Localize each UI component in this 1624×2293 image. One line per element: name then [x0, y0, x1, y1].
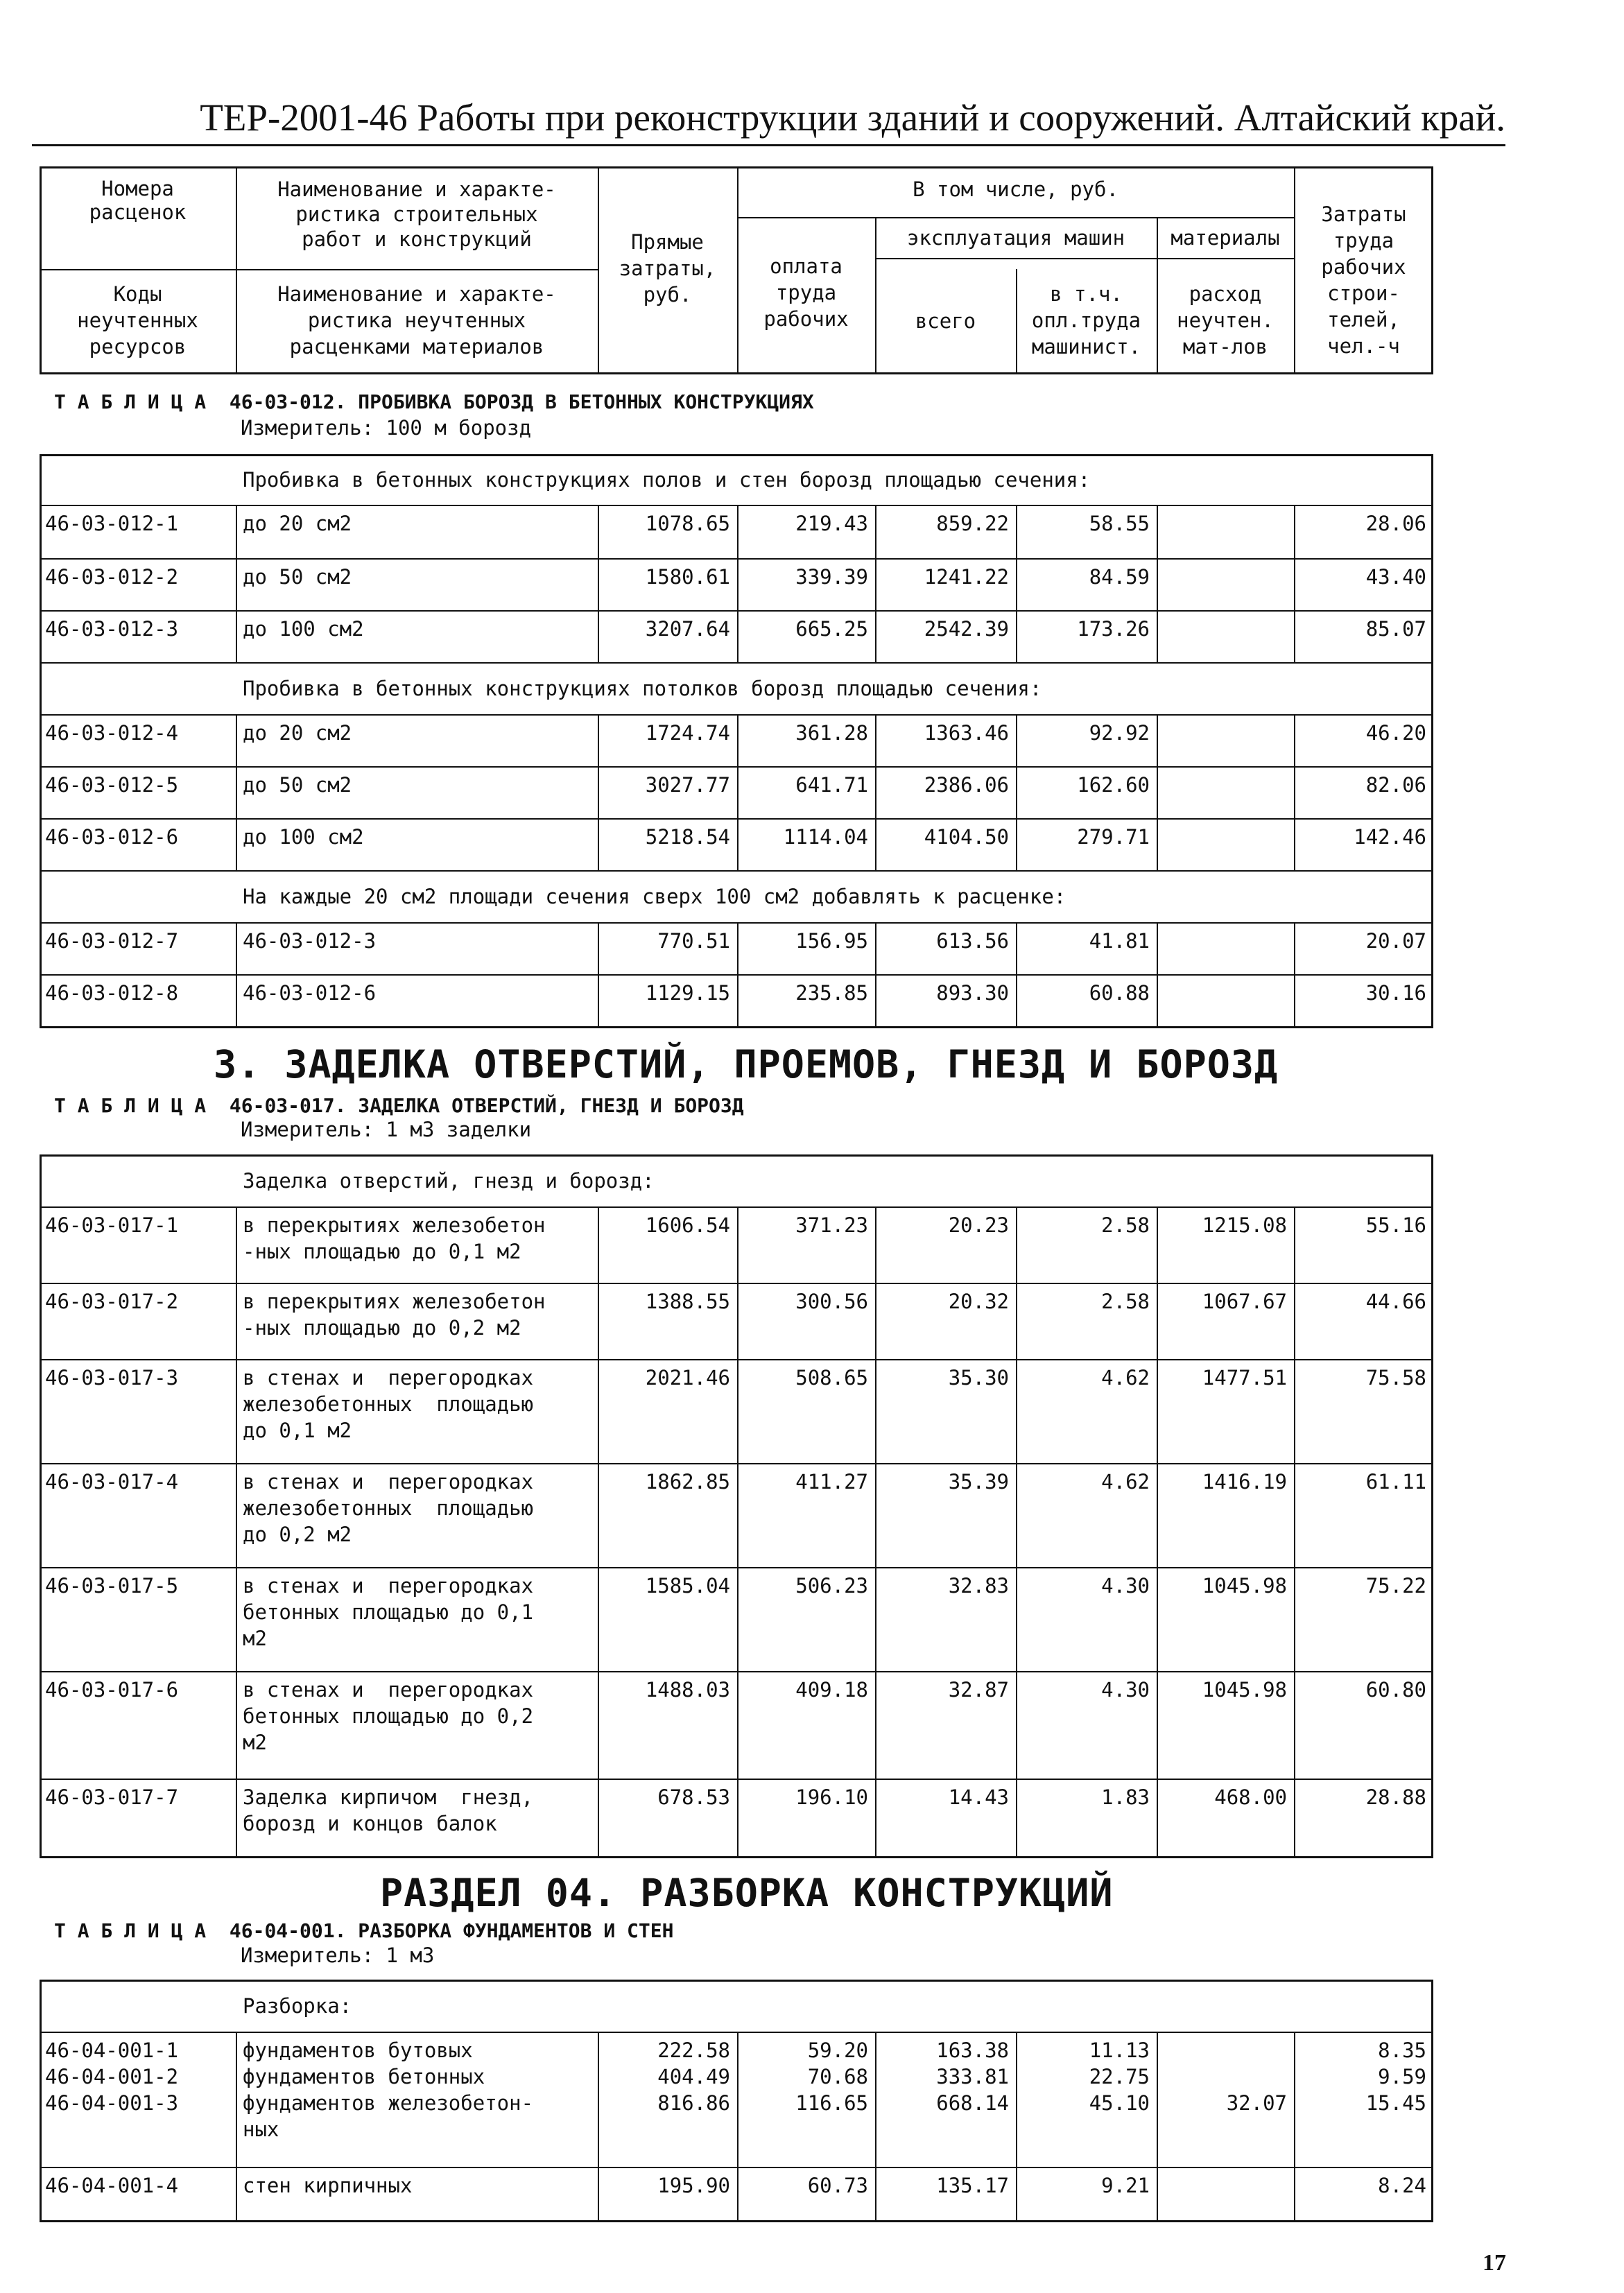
material-cost: 468.00: [1214, 1785, 1287, 1809]
header-machine-total: всего: [915, 309, 976, 333]
labor-pay: 60.73: [807, 2174, 868, 2197]
table2-code-title: 46-03-017. ЗАДЕЛКА ОТВЕРСТИЙ, ГНЕЗД И БОРОЗД: [229, 1094, 744, 1117]
column-divider: [236, 766, 237, 818]
machine-cost: 32.83: [948, 1574, 1009, 1598]
work-description: в перекрытиях железобетон -ных площадью до 0,2 м2: [243, 1290, 546, 1340]
machine-cost: 20.32: [948, 1290, 1009, 1313]
work-description: в стенах и перегородках железобетонных площадью до 0,1 м2: [243, 1366, 534, 1442]
row-divider: [40, 662, 1433, 664]
rate-code: 46-03-017-3: [45, 1366, 179, 1390]
header-material-name: Наименование и характе- ристика неучтенных расценками материалов: [277, 282, 556, 358]
work-description: 46-03-012-3: [243, 929, 377, 953]
labor-hours: 142.46: [1354, 825, 1426, 849]
table-label: Т А Б Л И Ц А: [54, 390, 207, 413]
direct-cost: 1129.15: [645, 981, 730, 1005]
column-divider: [236, 505, 237, 558]
labor-hours: 44.66: [1365, 1290, 1426, 1313]
labor-pay: 409.18: [795, 1678, 868, 1702]
direct-cost: 678.53: [657, 1785, 730, 1809]
machinist-pay: 4.30: [1101, 1574, 1150, 1598]
column-divider: [236, 2167, 237, 2222]
work-description: фундаментов бутовых фундаментов бетонных фундаментов железобетон- ных: [243, 2039, 534, 2141]
row-divider: [40, 1283, 1433, 1284]
column-divider: [236, 2032, 237, 2167]
material-cost: 1045.98: [1202, 1678, 1287, 1702]
machine-cost: 1363.46: [924, 721, 1009, 745]
labor-hours: 61.11: [1365, 1470, 1426, 1494]
labor-hours: 55.16: [1365, 1213, 1426, 1237]
row-divider: [737, 217, 1294, 218]
group-caption: Заделка отверстий, гнезд и борозд:: [243, 1168, 655, 1193]
machine-cost: 163.38 333.81 668.14: [936, 2039, 1009, 2115]
material-cost: 1045.98: [1202, 1574, 1287, 1598]
row-divider: [40, 2032, 1433, 2033]
machine-cost: 893.30: [936, 981, 1009, 1005]
labor-pay: 59.20 70.68 116.65: [795, 2039, 868, 2115]
row-divider: [40, 558, 1433, 560]
work-description: до 20 см2: [243, 512, 352, 535]
group-caption: Пробивка в бетонных конструкциях потолков борозд площадью сечения:: [243, 676, 1042, 700]
work-description: до 20 см2: [243, 721, 352, 745]
machinist-pay: 2.58: [1101, 1213, 1150, 1237]
table1-title: [54, 390, 814, 414]
rate-code: 46-03-012-6: [45, 825, 179, 849]
column-divider: [1157, 714, 1158, 766]
column-divider: [1157, 922, 1158, 974]
labor-hours: 28.88: [1365, 1785, 1426, 1809]
labor-pay: 665.25: [795, 617, 868, 641]
labor-pay: 506.23: [795, 1574, 868, 1598]
machine-cost: 613.56: [936, 929, 1009, 953]
labor-hours: 43.40: [1365, 565, 1426, 589]
machine-cost: 1241.22: [924, 565, 1009, 589]
column-divider: [1157, 558, 1158, 610]
material-cost: 1477.51: [1202, 1366, 1287, 1390]
column-divider: [236, 922, 237, 974]
work-description: в стенах и перегородках железобетонных площадью до 0,2 м2: [243, 1470, 534, 1546]
direct-cost: 2021.46: [645, 1366, 730, 1390]
machinist-pay: 4.30: [1101, 1678, 1150, 1702]
column-divider: [1157, 2167, 1158, 2222]
labor-pay: 1114.04: [783, 825, 868, 849]
machine-cost: 35.30: [948, 1366, 1009, 1390]
labor-pay: 219.43: [795, 512, 868, 535]
document-title: ТЕР-2001-46 Работы при реконструкции зданий и сооружений. Алтайский край.: [200, 96, 1505, 139]
rate-code: 46-03-017-4: [45, 1470, 179, 1494]
section-3-heading: 3. ЗАДЕЛКА ОТВЕРСТИЙ, ПРОЕМОВ, ГНЕЗД И БОРОЗД: [214, 1042, 1279, 1087]
column-divider: [236, 1671, 237, 1779]
section-4-heading: РАЗДЕЛ 04. РАЗБОРКА КОНСТРУКЦИЙ: [380, 1871, 1114, 1915]
labor-hours: 28.06: [1365, 512, 1426, 535]
direct-cost: 1724.74: [645, 721, 730, 745]
work-description: Заделка кирпичом гнезд, борозд и концов балок: [243, 1785, 534, 1835]
labor-hours: 60.80: [1365, 1678, 1426, 1702]
labor-hours: 20.07: [1365, 929, 1426, 953]
machine-cost: 2542.39: [924, 617, 1009, 641]
row-divider: [40, 1779, 1433, 1780]
direct-cost: 3027.77: [645, 773, 730, 797]
row-divider: [40, 1359, 1433, 1360]
group-caption: Разборка:: [243, 1993, 352, 2018]
labor-pay: 361.28: [795, 721, 868, 745]
column-divider: [236, 610, 237, 662]
header-work-name: Наименование и характе- ристика строительных работ и конструкций: [277, 178, 556, 251]
machine-cost: 20.23: [948, 1213, 1009, 1237]
labor-hours: 75.58: [1365, 1366, 1426, 1390]
machine-cost: 859.22: [936, 512, 1009, 535]
column-divider: [236, 818, 237, 870]
labor-hours: 85.07: [1365, 617, 1426, 641]
header-machinist-pay: в т.ч. опл.труда машинист.: [1031, 282, 1141, 358]
header-material-use: расход неучтен. мат-лов: [1177, 282, 1274, 358]
column-divider: [1157, 766, 1158, 818]
table-label: Т А Б Л И Ц А: [54, 1094, 207, 1117]
work-description: до 50 см2: [243, 565, 352, 589]
work-description: до 100 см2: [243, 825, 364, 849]
header-materials: материалы: [1171, 226, 1280, 250]
machinist-pay: 1.83: [1101, 1785, 1150, 1809]
rate-code: 46-03-017-1: [45, 1213, 179, 1237]
direct-cost: 1606.54: [645, 1213, 730, 1237]
machinist-pay: 92.92: [1089, 721, 1150, 745]
table1-measure: Измеритель: 100 м борозд: [241, 416, 532, 440]
column-divider: [236, 974, 237, 1028]
row-divider: [40, 714, 1433, 716]
machinist-pay: 4.62: [1101, 1366, 1150, 1390]
work-description: до 100 см2: [243, 617, 364, 641]
machine-cost: 135.17: [936, 2174, 1009, 2197]
column-divider: [236, 1779, 237, 1858]
table3-measure: Измеритель: 1 м3: [241, 1944, 435, 1967]
row-divider: [40, 818, 1433, 820]
column-divider: [1157, 818, 1158, 870]
column-divider: [236, 1283, 237, 1359]
column-divider: [236, 1567, 237, 1671]
header-machine-operation: эксплуатация машин: [906, 226, 1125, 250]
column-divider: [236, 1206, 237, 1283]
column-divider: [236, 714, 237, 766]
machinist-pay: 173.26: [1077, 617, 1150, 641]
labor-pay: 300.56: [795, 1290, 868, 1313]
machine-cost: 14.43: [948, 1785, 1009, 1809]
machine-cost: 32.87: [948, 1678, 1009, 1702]
column-divider: [236, 1463, 237, 1567]
work-description: 46-03-012-6: [243, 981, 377, 1005]
material-cost: 1067.67: [1202, 1290, 1287, 1313]
material-cost: 1215.08: [1202, 1213, 1287, 1237]
labor-pay: 371.23: [795, 1213, 868, 1237]
header-labor-pay: оплата труда рабочих: [763, 254, 849, 331]
machinist-pay: 60.88: [1089, 981, 1150, 1005]
labor-hours: 82.06: [1365, 773, 1426, 797]
table3-code-title: 46-04-001. РАЗБОРКА ФУНДАМЕНТОВ И СТЕН: [229, 1919, 674, 1942]
header-rate-numbers: Номера расценок: [89, 177, 187, 224]
direct-cost: 1078.65: [645, 512, 730, 535]
machine-cost: 2386.06: [924, 773, 1009, 797]
direct-cost: 770.51: [657, 929, 730, 953]
header-including: В том числе, руб.: [913, 178, 1118, 201]
header-labor-hours: Затраты труда рабочих строи- телей, чел.-ч: [1321, 202, 1406, 358]
column-divider: [236, 558, 237, 610]
machinist-pay: 11.13 22.75 45.10: [1089, 2039, 1150, 2115]
rate-code: 46-03-017-5: [45, 1574, 179, 1598]
labor-pay: 411.27: [795, 1470, 868, 1494]
machine-cost: 35.39: [948, 1470, 1009, 1494]
row-divider: [40, 1463, 1433, 1464]
rate-code: 46-03-012-1: [45, 512, 179, 535]
direct-cost: 3207.64: [645, 617, 730, 641]
rate-code: 46-03-017-7: [45, 1785, 179, 1809]
row-divider: [40, 1206, 1433, 1208]
work-description: стен кирпичных: [243, 2174, 413, 2197]
labor-pay: 196.10: [795, 1785, 868, 1809]
row-divider: [40, 922, 1433, 924]
work-description: в перекрытиях железобетон -ных площадью до 0,1 м2: [243, 1213, 546, 1263]
labor-pay: 339.39: [795, 565, 868, 589]
rate-code: 46-03-017-6: [45, 1678, 179, 1702]
header-resource-codes: Коды неучтенных ресурсов: [77, 282, 198, 358]
machinist-pay: 279.71: [1077, 825, 1150, 849]
labor-pay: 156.95: [795, 929, 868, 953]
direct-cost: 5218.54: [645, 825, 730, 849]
row-divider: [40, 610, 1433, 612]
direct-cost: 1388.55: [645, 1290, 730, 1313]
machine-cost: 4104.50: [924, 825, 1009, 849]
direct-cost: 1862.85: [645, 1470, 730, 1494]
labor-hours: 46.20: [1365, 721, 1426, 745]
work-description: до 50 см2: [243, 773, 352, 797]
machinist-pay: 41.81: [1089, 929, 1150, 953]
direct-cost: 1580.61: [645, 565, 730, 589]
labor-hours: 30.16: [1365, 981, 1426, 1005]
labor-pay: 235.85: [795, 981, 868, 1005]
row-divider: [40, 2167, 1433, 2168]
rate-code: 46-03-017-2: [45, 1290, 179, 1313]
work-description: в стенах и перегородках бетонных площадью до 0,1 м2: [243, 1574, 534, 1650]
material-cost: 1416.19: [1202, 1470, 1287, 1494]
row-divider: [875, 258, 1294, 259]
machinist-pay: 58.55: [1089, 512, 1150, 535]
rate-code: 46-04-001-4: [45, 2174, 179, 2197]
header-direct-costs: Прямые затраты, руб.: [619, 230, 716, 306]
column-divider: [1157, 505, 1158, 558]
rate-code: 46-03-012-4: [45, 721, 179, 745]
row-divider: [40, 269, 598, 270]
rate-code: 46-03-012-2: [45, 565, 179, 589]
row-divider: [40, 1567, 1433, 1568]
header-rule: [32, 144, 1505, 146]
column-divider: [236, 1359, 237, 1463]
table1-code-title: 46-03-012. ПРОБИВКА БОРОЗД В БЕТОННЫХ КОНСТРУКЦИЯХ: [229, 390, 814, 413]
row-divider: [40, 974, 1433, 976]
direct-cost: 1585.04: [645, 1574, 730, 1598]
table2-title: [54, 1094, 744, 1118]
rate-code: 46-03-012-5: [45, 773, 179, 797]
direct-cost: 222.58 404.49 816.86: [657, 2039, 730, 2115]
row-divider: [40, 505, 1433, 506]
table-label: Т А Б Л И Ц А: [54, 1919, 207, 1942]
labor-hours: 75.22: [1365, 1574, 1426, 1598]
rate-code: 46-03-012-3: [45, 617, 179, 641]
column-divider: [1157, 610, 1158, 662]
rate-code: 46-03-012-7: [45, 929, 179, 953]
labor-hours: 8.24: [1378, 2174, 1426, 2197]
work-description: в стенах и перегородках бетонных площадью до 0,2 м2: [243, 1678, 534, 1754]
table3-title: [54, 1919, 673, 1943]
machinist-pay: 84.59: [1089, 565, 1150, 589]
machinist-pay: 4.62: [1101, 1470, 1150, 1494]
row-divider: [40, 766, 1433, 768]
machinist-pay: 2.58: [1101, 1290, 1150, 1313]
machinist-pay: 162.60: [1077, 773, 1150, 797]
rate-code: 46-04-001-1 46-04-001-2 46-04-001-3: [45, 2039, 179, 2115]
column-divider: [1157, 974, 1158, 1028]
direct-cost: 195.90: [657, 2174, 730, 2197]
machinist-pay: 9.21: [1101, 2174, 1150, 2197]
labor-pay: 641.71: [795, 773, 868, 797]
rate-code: 46-03-012-8: [45, 981, 179, 1005]
labor-pay: 508.65: [795, 1366, 868, 1390]
row-divider: [40, 1671, 1433, 1672]
row-divider: [40, 870, 1433, 872]
labor-hours: 8.35 9.59 15.45: [1365, 2039, 1426, 2115]
group-caption: Пробивка в бетонных конструкциях полов и стен борозд площадью сечения:: [243, 467, 1091, 492]
group-caption: На каждые 20 см2 площади сечения сверх 100 см2 добавлять к расценке:: [243, 884, 1066, 908]
table2-measure: Измеритель: 1 м3 заделки: [241, 1118, 532, 1141]
page-number: 17: [1483, 2250, 1506, 2276]
direct-cost: 1488.03: [645, 1678, 730, 1702]
material-cost: 32.07: [1226, 2091, 1287, 2115]
